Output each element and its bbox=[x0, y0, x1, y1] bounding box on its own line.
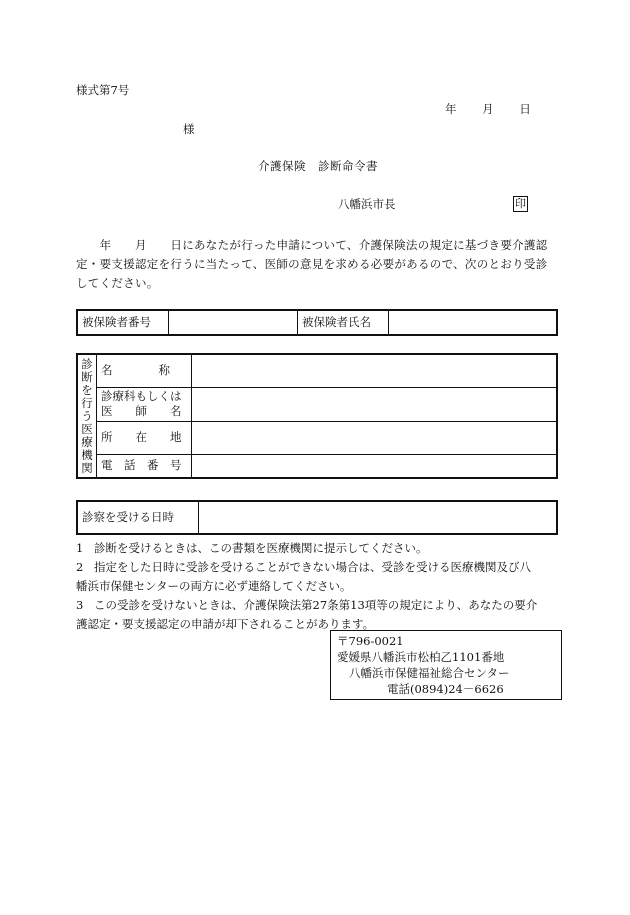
contact-box bbox=[330, 630, 562, 700]
phone-field[interactable] bbox=[192, 454, 558, 478]
note-item: 2 指定をした日時に受診を受けることができない場合は、受診を受ける医療機関及び八 bbox=[76, 560, 531, 574]
note-continuation: 幡浜市保健センターの両方に必ず連絡してください。 bbox=[76, 579, 352, 593]
institution-side-label: 診 断 を 行 う 医 療 機 関 bbox=[77, 354, 97, 478]
note-continuation: 護認定・要支援認定の申請が却下されることがあります。 bbox=[76, 617, 375, 631]
address-label: 所 在 地 bbox=[97, 421, 192, 454]
contact-office: 八幡浜市保健福祉総合センター bbox=[349, 666, 510, 680]
insured-number-field[interactable] bbox=[169, 310, 298, 335]
addressee-suffix: 様 bbox=[183, 122, 195, 136]
note-item: 1 診断を受けるときは、この書類を医療機関に提示してください。 bbox=[76, 541, 428, 555]
form-number: 様式第7号 bbox=[76, 83, 130, 97]
contact-postal: 〒796-0021 bbox=[337, 634, 404, 648]
institution-name-field[interactable] bbox=[192, 354, 558, 387]
date-day: 日 bbox=[519, 102, 531, 116]
insured-table bbox=[76, 309, 558, 336]
date-year: 年 bbox=[445, 102, 457, 116]
issuer-name: 八幡浜市長 bbox=[338, 197, 396, 211]
date-month: 月 bbox=[482, 102, 494, 116]
insured-number-label: 被保険者番号 bbox=[77, 310, 169, 335]
document-title: 介護保険 診断命令書 bbox=[258, 159, 378, 173]
contact-address: 愛媛県八幡浜市松柏乙1101番地 bbox=[337, 650, 505, 664]
institution-table bbox=[76, 353, 558, 479]
exam-date-field[interactable] bbox=[199, 501, 558, 534]
address-field[interactable] bbox=[192, 421, 558, 454]
seal-mark: 印 bbox=[515, 197, 526, 210]
insured-name-field[interactable] bbox=[389, 310, 558, 335]
exam-date-table bbox=[76, 500, 558, 535]
doctor-name-label: 診療科もしくは 医 師 名 bbox=[97, 387, 192, 421]
institution-name-label: 名 称 bbox=[97, 354, 192, 387]
phone-label: 電 話 番 号 bbox=[97, 454, 192, 478]
contact-phone: 電話(0894)24－6626 bbox=[387, 682, 504, 696]
exam-date-label: 診察を受ける日時 bbox=[77, 501, 199, 534]
body-paragraph: 年 月 日にあなたが行った申請について、介護保険法の規定に基づき要介護認定・要支援認定を行うに当たって、医師の意見を求める必要があるので、次のとおり受診してください。 bbox=[76, 238, 548, 290]
doctor-name-field[interactable] bbox=[192, 387, 558, 421]
insured-name-label: 被保険者氏名 bbox=[298, 310, 389, 335]
note-item: 3 この受診を受けないときは、介護保険法第27条第13項等の規定により、あなたの要介 bbox=[76, 598, 538, 612]
notes bbox=[76, 539, 560, 634]
date-line bbox=[445, 103, 553, 117]
